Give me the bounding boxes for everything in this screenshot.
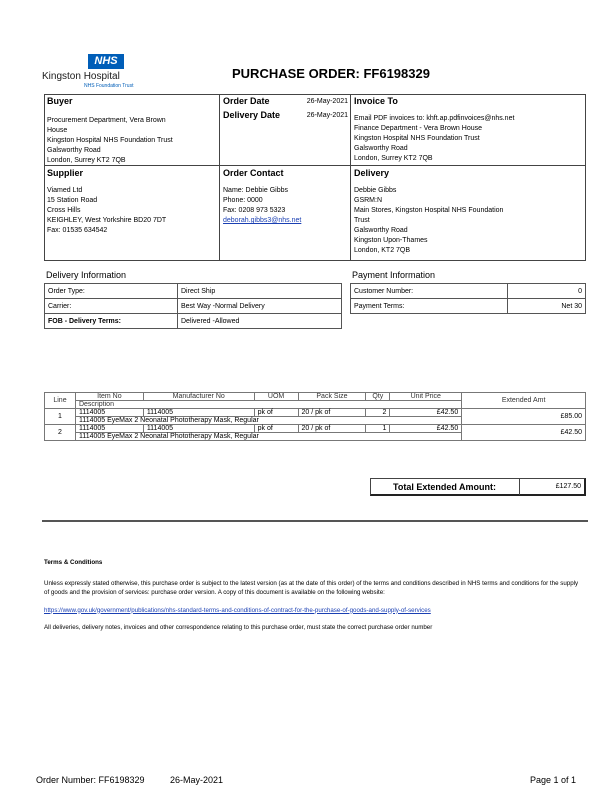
delivery-line: Debbie Gibbs [354,187,397,194]
buyer-line: House [47,127,68,134]
footer-date: 26-May-2021 [170,775,224,785]
delivery-info-row [45,299,342,314]
header-pack-size: Pack Size [298,393,366,401]
total-divider [519,479,520,495]
buyer-label: Buyer [47,96,73,106]
footer-page-number: Page 1 of 1 [529,775,576,785]
footer-order-number: Order Number: FF6198329 [36,775,145,785]
buyer-line: Procurement Department, Vera Brown [47,117,166,124]
logo-org-name: Kingston Hospital [42,71,120,82]
delivery-label: Delivery [354,168,390,178]
invoice-line: London, Surrey KT2 7QB [354,155,433,162]
buyer-line: Kingston Hospital NHS Foundation Trust [47,137,173,144]
item-qty: 2 [366,409,390,417]
item-description: 1114005 EyeMax 2 Neonatal Phototherapy Mask, Regular [75,417,461,425]
invoice-to-label: Invoice To [354,96,398,106]
delivery-info-key: Carrier: [45,299,178,314]
item-manufacturer-no: 1114005 [143,409,254,417]
order-contact-line: Fax: 0208 973 5323 [223,207,286,214]
terms-paragraph: Unless expressly stated otherwise, this purchase order is subject to the latest version (as at the date of this order) of the terms and conditions described in NHS terms and conditions for the supply of goods and the provision of services: purchase order version. A copy of this document is available on the following website: [44,579,579,596]
item-qty: 1 [366,425,390,433]
payment-info-row [351,284,586,299]
item-uom: pk of [254,425,298,433]
item-uom: pk of [254,409,298,417]
payment-info-heading: Payment Information [352,270,436,280]
header-uom: UOM [254,393,298,401]
buyer-line: London, Surrey KT2 7QB [47,157,126,164]
terms-url-link[interactable]: https://www.gov.uk/government/publications/nhs-standard-terms-and-conditions-of-contract-for-the-purchase-of-goods-and-supply-of-services [44,606,431,614]
supplier-line: Cross Hills [47,207,81,214]
item-pack-size: 20 / pk of [298,409,366,417]
delivery-info-table [44,283,342,329]
item-line-number: 2 [45,425,76,441]
header-divider-v2 [350,94,351,261]
delivery-section [354,168,584,256]
header-divider-v1 [219,94,220,261]
item-manufacturer-no: 1114005 [143,425,254,433]
line-items-table [44,392,586,441]
total-value: £127.50 [555,483,581,490]
total-label: Total Extended Amount: [393,482,496,492]
header-manufacturer-no: Manufacturer No [143,393,254,401]
delivery-line: Trust [354,217,370,224]
invoice-line: Email PDF invoices to: khft.ap.pdfinvoices@nhs.net [354,115,515,122]
item-extended-amt: £42.50 [462,425,586,441]
delivery-info-value: Direct Ship [178,284,342,299]
order-dates [223,96,348,124]
terms-heading: Terms & Conditions [44,559,103,566]
item-extended-amt: £85.00 [462,409,586,425]
header-extended-amt: Extended Amt [462,393,586,409]
item-description: 1114005 EyeMax 2 Neonatal Phototherapy Mask, Regular [75,433,461,441]
order-contact-section [223,168,348,226]
order-contact-label: Order Contact [223,168,284,178]
section-separator [42,520,588,522]
order-contact-line: Phone: 0000 [223,197,263,204]
payment-info-value: Net 30 [508,299,586,314]
header-qty: Qty [366,393,390,401]
delivery-line: GSRM:N [354,197,382,204]
contact-email-link[interactable]: deborah.gibbs3@nhs.net [223,217,302,224]
order-date-label: Order Date [223,96,270,106]
delivery-info-heading: Delivery Information [46,270,127,280]
delivery-line: Kingston Upon-Thames [354,237,428,244]
supplier-line: Fax: 01535 634542 [47,227,108,234]
buyer-line: Galsworthy Road [47,147,101,154]
delivery-info-value: Best Way -Normal Delivery [178,299,342,314]
item-no: 1114005 [75,425,143,433]
header-line: Line [45,393,76,409]
order-contact-line: Name: Debbie Gibbs [223,187,288,194]
item-line-number: 1 [45,409,76,425]
header-description: Description [75,401,461,409]
buyer-section [47,96,217,166]
header-unit-price: Unit Price [390,393,462,401]
item-pack-size: 20 / pk of [298,425,366,433]
invoice-line: Finance Department - Vera Brown House [354,125,483,132]
payment-info-key: Customer Number: [351,284,508,299]
header-item-no: Item No [75,393,143,401]
terms-paragraph: All deliveries, delivery notes, invoices and other correspondence relating to this purchase order, must state the correct purchase order number [44,624,433,631]
delivery-line: Galsworthy Road [354,227,408,234]
nhs-logo [40,54,134,90]
supplier-line: 15 Station Road [47,197,98,204]
supplier-line: KEIGHLEY, West Yorkshire BD20 7DT [47,217,167,224]
supplier-section [47,168,217,236]
delivery-line: Main Stores, Kingston Hospital NHS Foundation [354,207,504,214]
supplier-label: Supplier [47,168,84,178]
terms-section [44,558,584,633]
items-header-row [45,393,586,401]
delivery-info-value: Delivered -Allowed [178,314,342,329]
table-row [45,409,586,417]
page-title: PURCHASE ORDER: FF6198329 [232,66,430,81]
delivery-info-key: Order Type: [45,284,178,299]
invoice-line: Kingston Hospital NHS Foundation Trust [354,135,480,142]
nhs-badge: NHS [88,54,124,69]
delivery-date-value: 26-May-2021 [306,112,348,119]
payment-info-table [350,283,586,314]
logo-org-subtitle: NHS Foundation Trust [84,83,134,89]
delivery-info-key: FOB - Delivery Terms: [45,314,178,329]
item-unit-price: £42.50 [390,409,462,417]
order-date-value: 26-May-2021 [306,98,348,105]
total-box [370,478,586,496]
delivery-info-row [45,314,342,329]
invoice-line: Galsworthy Road [354,145,408,152]
invoice-to-section [354,96,584,164]
payment-info-key: Payment Terms: [351,299,508,314]
item-unit-price: £42.50 [390,425,462,433]
table-row [45,425,586,433]
item-no: 1114005 [75,409,143,417]
payment-info-row [351,299,586,314]
payment-info-value: 0 [508,284,586,299]
delivery-line: London, KT2 7QB [354,247,411,254]
delivery-date-label: Delivery Date [223,110,281,120]
supplier-line: Viamed Ltd [47,187,83,194]
delivery-info-row [45,284,342,299]
